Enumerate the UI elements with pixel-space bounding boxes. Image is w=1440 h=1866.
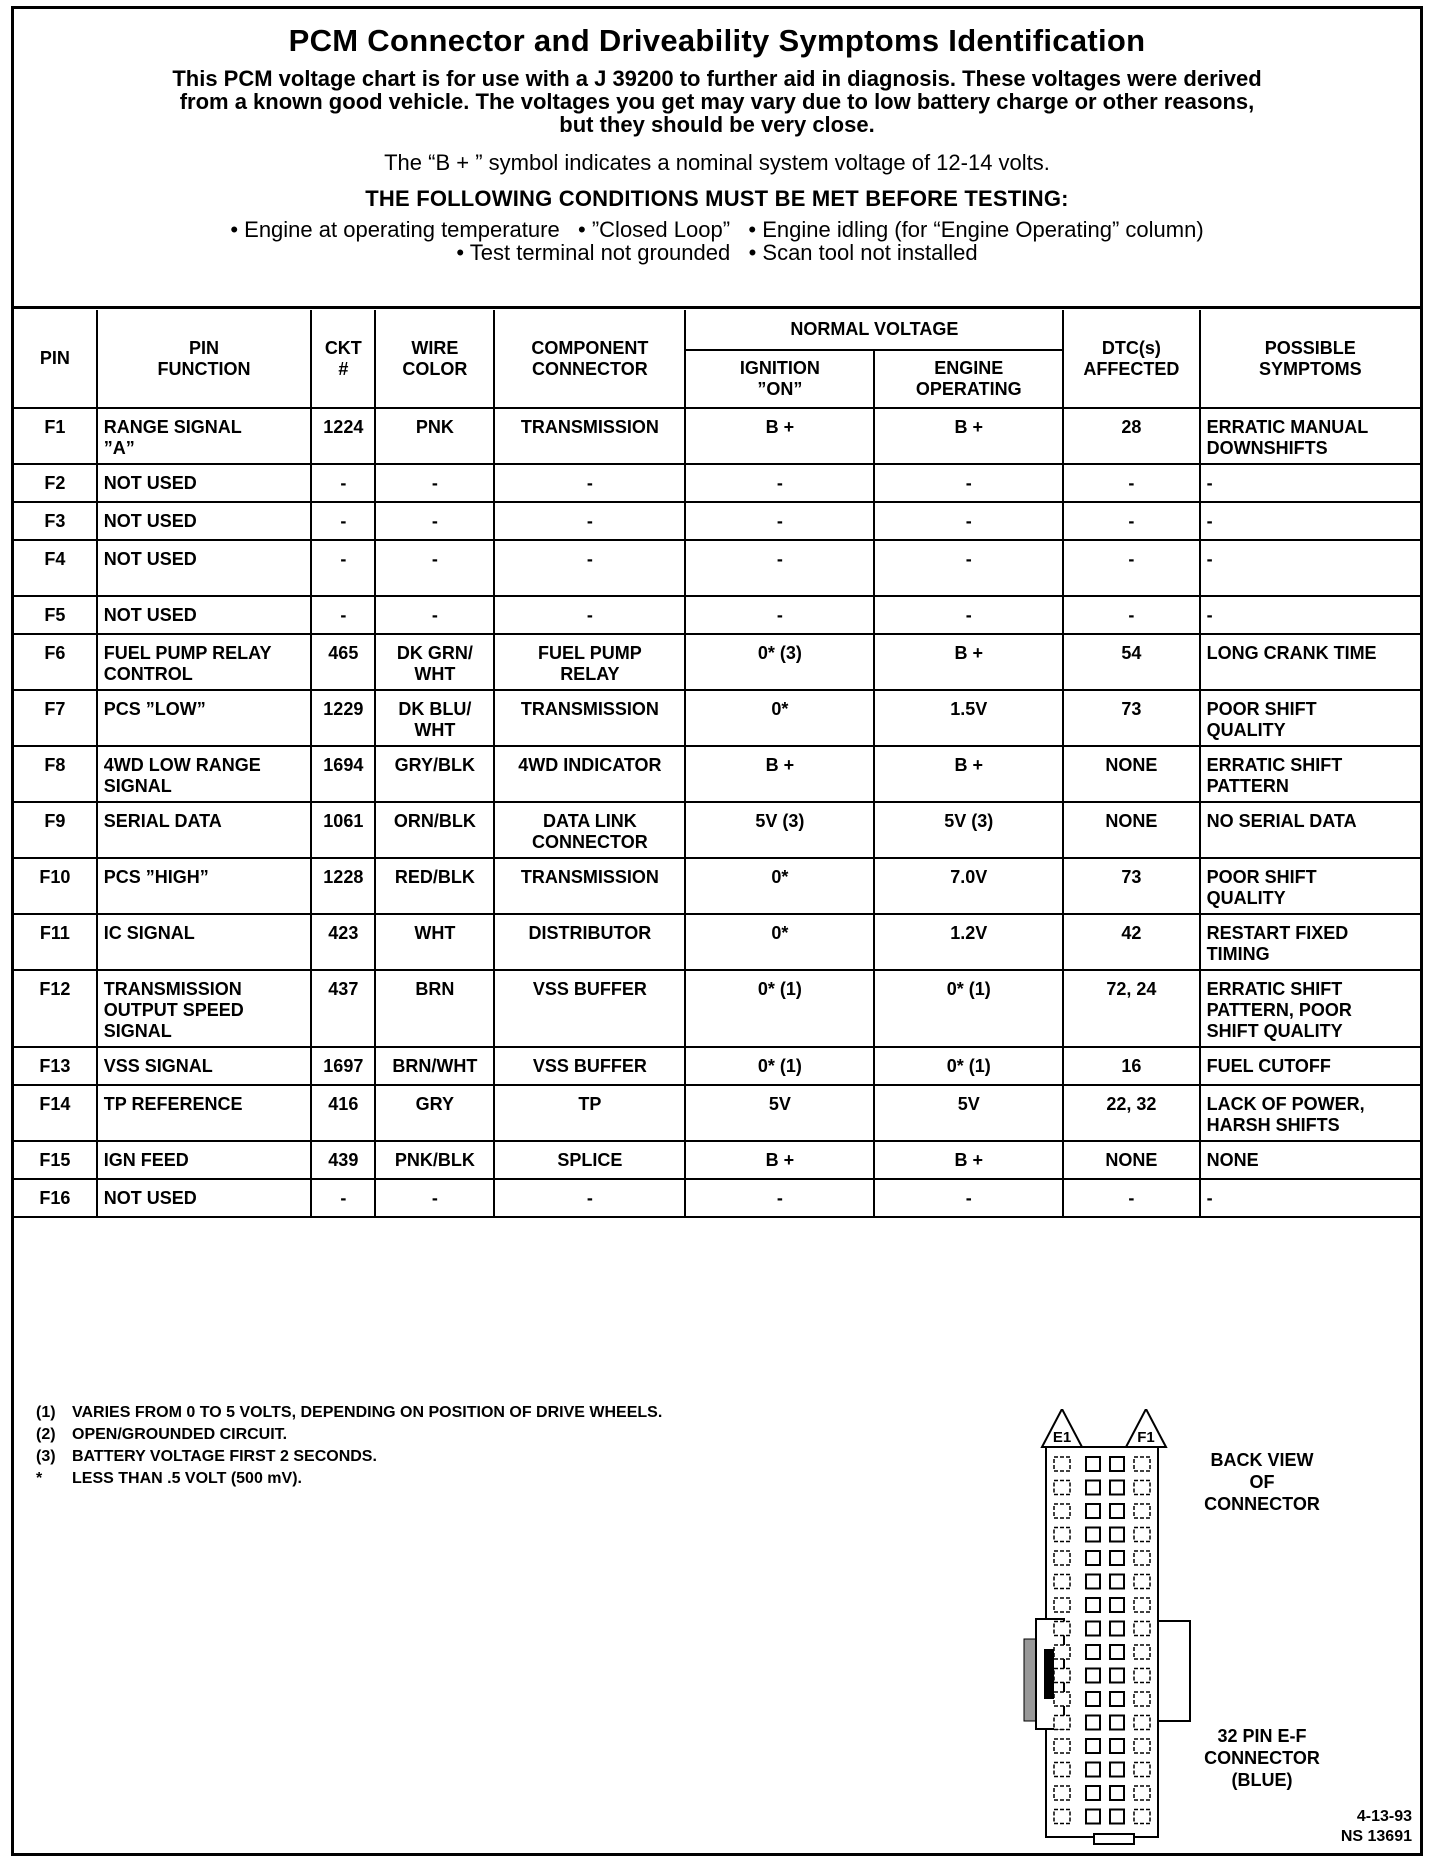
connector-tab [1158,1621,1190,1721]
connector-cavity [1086,1763,1100,1777]
connector-cavity [1110,1810,1124,1824]
ckt-cell: 437 [311,970,375,1047]
pin-table-body [14,408,1420,1217]
engine-operating-voltage-cell: 1.2V [874,914,1063,970]
ckt-cell: - [311,1179,375,1217]
possible-symptoms-cell: FUEL CUTOFF [1200,1047,1420,1085]
connector-cavity [1110,1763,1124,1777]
ckt-cell: 1224 [311,408,375,464]
connector-cavity [1110,1575,1124,1589]
table-row [14,1047,1420,1085]
dtc-cell: 28 [1063,408,1199,464]
pin-function-cell: TRANSMISSION OUTPUT SPEED SIGNAL [97,970,312,1047]
engine-operating-voltage-cell: 0* (1) [874,970,1063,1047]
condition-item: • Engine idling (for “Engine Operating” column) [748,217,1204,242]
possible-symptoms-cell: LONG CRANK TIME [1200,634,1420,690]
dtc-cell: - [1063,540,1199,596]
wire-color-cell: - [375,502,494,540]
intro-line: from a known good vehicle. The voltages you get may vary due to low battery charge or other reasons, [179,89,1255,114]
ckt-cell: - [311,540,375,596]
component-connector-cell: VSS BUFFER [494,1047,685,1085]
dtc-cell: 22, 32 [1063,1085,1199,1141]
footnote-key: (3) [36,1448,56,1465]
footnote-key: * [36,1470,43,1487]
col-header-dtcs-affected: DTC(s) AFFECTED [1063,310,1199,408]
col-header-wire-color: WIRE COLOR [375,310,494,408]
possible-symptoms-cell: ERRATIC SHIFT PATTERN, POOR SHIFT QUALITY [1200,970,1420,1047]
component-connector-cell: - [494,596,685,634]
pin-function-cell: SERIAL DATA [97,802,312,858]
component-connector-cell: TRANSMISSION [494,408,685,464]
connector-cavity [1086,1504,1100,1518]
connector-cavity [1110,1669,1124,1683]
footnote-text: VARIES FROM 0 TO 5 VOLTS, DEPENDING ON POSITION OF DRIVE WHEELS. [72,1404,663,1421]
page-title: PCM Connector and Driveability Symptoms Identification [288,23,1146,58]
col-header-ignition-on: IGNITION ”ON” [685,350,874,408]
pin-cell: F8 [14,746,97,802]
col-header-pin: PIN [14,310,97,408]
connector-label: 32 PIN E-F CONNECTOR (BLUE) [1204,1726,1320,1790]
connector-key [1044,1649,1054,1699]
pin-function-cell: NOT USED [97,464,312,502]
connector-cavity [1134,1692,1150,1706]
connector-cavity [1086,1622,1100,1636]
dtc-cell: NONE [1063,746,1199,802]
component-connector-cell: 4WD INDICATOR [494,746,685,802]
intro-line: This PCM voltage chart is for use with a J 39200 to further aid in diagnosis. These voltages were derived [172,66,1262,91]
ignition-on-voltage-cell: 0* (1) [685,970,874,1047]
ignition-on-voltage-cell: B + [685,408,874,464]
ckt-cell: 1228 [311,858,375,914]
connector-latch [1024,1639,1036,1721]
possible-symptoms-cell: - [1200,540,1420,596]
wire-color-cell: - [375,596,494,634]
engine-operating-voltage-cell: - [874,596,1063,634]
dtc-cell: NONE [1063,802,1199,858]
connector-cavity [1054,1692,1070,1706]
intro-line: but they should be very close. [559,112,875,137]
footnote [36,1402,662,1424]
ckt-cell: 416 [311,1085,375,1141]
connector-cavity [1110,1739,1124,1753]
condition-item: • Test terminal not grounded [456,240,731,265]
wire-color-cell: WHT [375,914,494,970]
engine-operating-voltage-cell: B + [874,1141,1063,1179]
connector-cavity [1110,1481,1124,1495]
dtc-cell: 73 [1063,858,1199,914]
connector-cavity [1134,1716,1150,1730]
engine-operating-voltage-cell: 5V (3) [874,802,1063,858]
engine-operating-voltage-cell: - [874,540,1063,596]
connector-cavity [1054,1716,1070,1730]
engine-operating-voltage-cell: 7.0V [874,858,1063,914]
table-row [14,914,1420,970]
connector-cavity [1134,1481,1150,1495]
possible-symptoms-cell: RESTART FIXED TIMING [1200,914,1420,970]
bplus-note: The “B + ” symbol indicates a nominal system voltage of 12-14 volts. [384,150,1050,175]
col-header-normal-voltage: NORMAL VOLTAGE [685,310,1063,350]
pin-cell: F15 [14,1141,97,1179]
pin-cell: F3 [14,502,97,540]
back-view-label: BACK VIEW OF CONNECTOR [1204,1450,1320,1514]
connector-cavity [1054,1763,1070,1777]
connector-cavity [1054,1504,1070,1518]
document-reference [1341,1807,1412,1847]
ckt-cell: 423 [311,914,375,970]
component-connector-cell: TRANSMISSION [494,858,685,914]
engine-operating-voltage-cell: B + [874,746,1063,802]
header [14,9,1420,309]
table-row [14,634,1420,690]
connector-diagram [1014,1409,1334,1849]
component-connector-cell: SPLICE [494,1141,685,1179]
ignition-on-voltage-cell: B + [685,746,874,802]
col-header-engine-operating: ENGINE OPERATING [874,350,1063,408]
connector-cavity [1134,1763,1150,1777]
engine-operating-voltage-cell: B + [874,634,1063,690]
connector-cavity [1134,1669,1150,1683]
ckt-cell: - [311,464,375,502]
table-row [14,970,1420,1047]
possible-symptoms-cell: POOR SHIFT QUALITY [1200,690,1420,746]
possible-symptoms-cell: - [1200,502,1420,540]
ignition-on-voltage-cell: B + [685,1141,874,1179]
ignition-on-voltage-cell: 0* [685,690,874,746]
dtc-cell: 72, 24 [1063,970,1199,1047]
connector-cavity [1054,1622,1070,1636]
pin-function-cell: TP REFERENCE [97,1085,312,1141]
component-connector-cell: - [494,540,685,596]
pin-cell: F13 [14,1047,97,1085]
ckt-cell: - [311,502,375,540]
ckt-cell: - [311,596,375,634]
pin-cell: F10 [14,858,97,914]
pin-e1-label: E1 [1052,1429,1072,1446]
ckt-cell: 1061 [311,802,375,858]
connector-cavity [1086,1598,1100,1612]
table-row [14,1179,1420,1217]
connector-cavity [1110,1622,1124,1636]
wire-color-cell: GRY [375,1085,494,1141]
connector-cavity [1134,1598,1150,1612]
dtc-cell: 54 [1063,634,1199,690]
col-header-ckt: CKT # [311,310,375,408]
table-row [14,596,1420,634]
connector-cavity [1134,1551,1150,1565]
connector-cavity [1134,1457,1150,1471]
ignition-on-voltage-cell: - [685,464,874,502]
pin-function-cell: PCS ”HIGH” [97,858,312,914]
connector-foot [1094,1834,1134,1844]
ckt-cell: 1229 [311,690,375,746]
table-row [14,1141,1420,1179]
component-connector-cell: - [494,464,685,502]
dtc-cell: - [1063,502,1199,540]
connector-cavity [1086,1551,1100,1565]
table-row [14,540,1420,596]
component-connector-cell: VSS BUFFER [494,970,685,1047]
connector-cavity [1110,1716,1124,1730]
possible-symptoms-cell: - [1200,1179,1420,1217]
wire-color-cell: - [375,540,494,596]
connector-cavity [1110,1692,1124,1706]
condition-item: • Scan tool not installed [748,240,978,265]
conditions-heading: THE FOLLOWING CONDITIONS MUST BE MET BEFORE TESTING: [365,186,1069,211]
pin-function-cell: 4WD LOW RANGE SIGNAL [97,746,312,802]
connector-cavity [1086,1669,1100,1683]
pin-cell: F2 [14,464,97,502]
engine-operating-voltage-cell: - [874,1179,1063,1217]
footnote-key: (2) [36,1426,56,1443]
ignition-on-voltage-cell: - [685,502,874,540]
document-date: 4-13-93 [1356,1808,1412,1825]
ignition-on-voltage-cell: - [685,596,874,634]
ignition-on-voltage-cell: 0* (3) [685,634,874,690]
footnote-text: LESS THAN .5 VOLT (500 mV). [72,1470,302,1487]
pin-function-cell: FUEL PUMP RELAY CONTROL [97,634,312,690]
engine-operating-voltage-cell: B + [874,408,1063,464]
pin-table [14,310,1420,1218]
table-row [14,690,1420,746]
pin-cell: F14 [14,1085,97,1141]
connector-cavity [1086,1645,1100,1659]
possible-symptoms-cell: - [1200,464,1420,502]
ignition-on-voltage-cell: 0* [685,914,874,970]
ignition-on-voltage-cell: 0* [685,858,874,914]
connector-cavity [1054,1551,1070,1565]
dtc-cell: 16 [1063,1047,1199,1085]
pin-function-cell: VSS SIGNAL [97,1047,312,1085]
connector-cavity [1134,1504,1150,1518]
wire-color-cell: DK GRN/ WHT [375,634,494,690]
connector-cavity [1086,1692,1100,1706]
ignition-on-voltage-cell: - [685,1179,874,1217]
connector-cavity [1086,1481,1100,1495]
col-header-pin-function: PIN FUNCTION [97,310,312,408]
connector-cavity [1110,1786,1124,1800]
table-row [14,464,1420,502]
ignition-on-voltage-cell: 0* (1) [685,1047,874,1085]
pin-function-cell: IGN FEED [97,1141,312,1179]
wire-color-cell: RED/BLK [375,858,494,914]
table-row [14,802,1420,858]
component-connector-cell: DISTRIBUTOR [494,914,685,970]
footnote [36,1468,662,1490]
document-number: NS 13691 [1340,1828,1412,1845]
component-connector-cell: DATA LINK CONNECTOR [494,802,685,858]
connector-cavity [1054,1645,1070,1659]
wire-color-cell: - [375,464,494,502]
connector-cavity [1110,1551,1124,1565]
dtc-cell: - [1063,596,1199,634]
component-connector-cell: FUEL PUMP RELAY [494,634,685,690]
pin-function-cell: NOT USED [97,540,312,596]
wire-color-cell: PNK/BLK [375,1141,494,1179]
document-frame [11,6,1423,1856]
engine-operating-voltage-cell: 1.5V [874,690,1063,746]
connector-cavity [1054,1669,1070,1683]
footnote-key: (1) [36,1404,56,1421]
pin-function-cell: NOT USED [97,502,312,540]
connector-cavity [1086,1810,1100,1824]
conditions-list [14,218,1420,264]
connector-cavity [1134,1810,1150,1824]
wire-color-cell: ORN/BLK [375,802,494,858]
pin-cell: F12 [14,970,97,1047]
intro-paragraph [54,67,1380,136]
component-connector-cell: - [494,1179,685,1217]
connector-cavity [1086,1457,1100,1471]
pin-cell: F9 [14,802,97,858]
connector-cavity [1086,1786,1100,1800]
pin-function-cell: PCS ”LOW” [97,690,312,746]
wire-color-cell: DK BLU/ WHT [375,690,494,746]
component-connector-cell: - [494,502,685,540]
connector-cavity [1054,1528,1070,1542]
connector-cavity [1110,1457,1124,1471]
connector-cavity [1134,1622,1150,1636]
connector-cavity [1110,1645,1124,1659]
connector-cavity [1086,1528,1100,1542]
connector-cavity [1086,1716,1100,1730]
possible-symptoms-cell: LACK OF POWER, HARSH SHIFTS [1200,1085,1420,1141]
wire-color-cell: GRY/BLK [375,746,494,802]
footnote [36,1424,662,1446]
col-header-possible-symptoms: POSSIBLE SYMPTOMS [1200,310,1420,408]
pin-cell: F4 [14,540,97,596]
connector-cavity [1110,1598,1124,1612]
connector-cavity [1054,1786,1070,1800]
possible-symptoms-cell: NONE [1200,1141,1420,1179]
connector-cavity [1134,1575,1150,1589]
connector-cavity [1054,1575,1070,1589]
connector-cavity [1110,1528,1124,1542]
possible-symptoms-cell: - [1200,596,1420,634]
table-row [14,858,1420,914]
engine-operating-voltage-cell: - [874,464,1063,502]
engine-operating-voltage-cell: 5V [874,1085,1063,1141]
pin-cell: F5 [14,596,97,634]
pin-cell: F6 [14,634,97,690]
pin-cell: F11 [14,914,97,970]
ignition-on-voltage-cell: 5V (3) [685,802,874,858]
dtc-cell: - [1063,1179,1199,1217]
pin-f1-label: F1 [1137,1429,1155,1446]
ignition-on-voltage-cell: - [685,540,874,596]
wire-color-cell: - [375,1179,494,1217]
connector-cavity [1134,1739,1150,1753]
possible-symptoms-cell: NO SERIAL DATA [1200,802,1420,858]
possible-symptoms-cell: POOR SHIFT QUALITY [1200,858,1420,914]
connector-cavity [1134,1528,1150,1542]
pin-function-cell: RANGE SIGNAL ”A” [97,408,312,464]
dtc-cell: NONE [1063,1141,1199,1179]
table-row [14,502,1420,540]
dtc-cell: - [1063,464,1199,502]
connector-cavity [1054,1481,1070,1495]
pin-cell: F16 [14,1179,97,1217]
connector-cavity [1134,1645,1150,1659]
footnote [36,1446,662,1468]
footnote-text: OPEN/GROUNDED CIRCUIT. [72,1426,288,1443]
ckt-cell: 439 [311,1141,375,1179]
wire-color-cell: BRN [375,970,494,1047]
ckt-cell: 1694 [311,746,375,802]
pin-cell: F1 [14,408,97,464]
component-connector-cell: TP [494,1085,685,1141]
connector-cavity [1086,1739,1100,1753]
ignition-on-voltage-cell: 5V [685,1085,874,1141]
table-row [14,408,1420,464]
condition-item: • ”Closed Loop” [578,217,731,242]
pin-function-cell: NOT USED [97,596,312,634]
wire-color-cell: BRN/WHT [375,1047,494,1085]
pin-function-cell: IC SIGNAL [97,914,312,970]
footnote-text: BATTERY VOLTAGE FIRST 2 SECONDS. [72,1448,377,1465]
connector-cavity [1054,1739,1070,1753]
connector-cavity [1054,1598,1070,1612]
engine-operating-voltage-cell: 0* (1) [874,1047,1063,1085]
pin-cell: F7 [14,690,97,746]
condition-item: • Engine at operating temperature [230,217,560,242]
footnotes [36,1402,662,1490]
connector-cavity [1054,1457,1070,1471]
ckt-cell: 465 [311,634,375,690]
possible-symptoms-cell: ERRATIC MANUAL DOWNSHIFTS [1200,408,1420,464]
ckt-cell: 1697 [311,1047,375,1085]
dtc-cell: 73 [1063,690,1199,746]
connector-cavity [1086,1575,1100,1589]
connector-cavity [1054,1810,1070,1824]
table-row [14,1085,1420,1141]
connector-cavity [1110,1504,1124,1518]
possible-symptoms-cell: ERRATIC SHIFT PATTERN [1200,746,1420,802]
table-row [14,746,1420,802]
pin-function-cell: NOT USED [97,1179,312,1217]
component-connector-cell: TRANSMISSION [494,690,685,746]
wire-color-cell: PNK [375,408,494,464]
col-header-component-connector: COMPONENT CONNECTOR [494,310,685,408]
engine-operating-voltage-cell: - [874,502,1063,540]
dtc-cell: 42 [1063,914,1199,970]
connector-cavity [1134,1786,1150,1800]
